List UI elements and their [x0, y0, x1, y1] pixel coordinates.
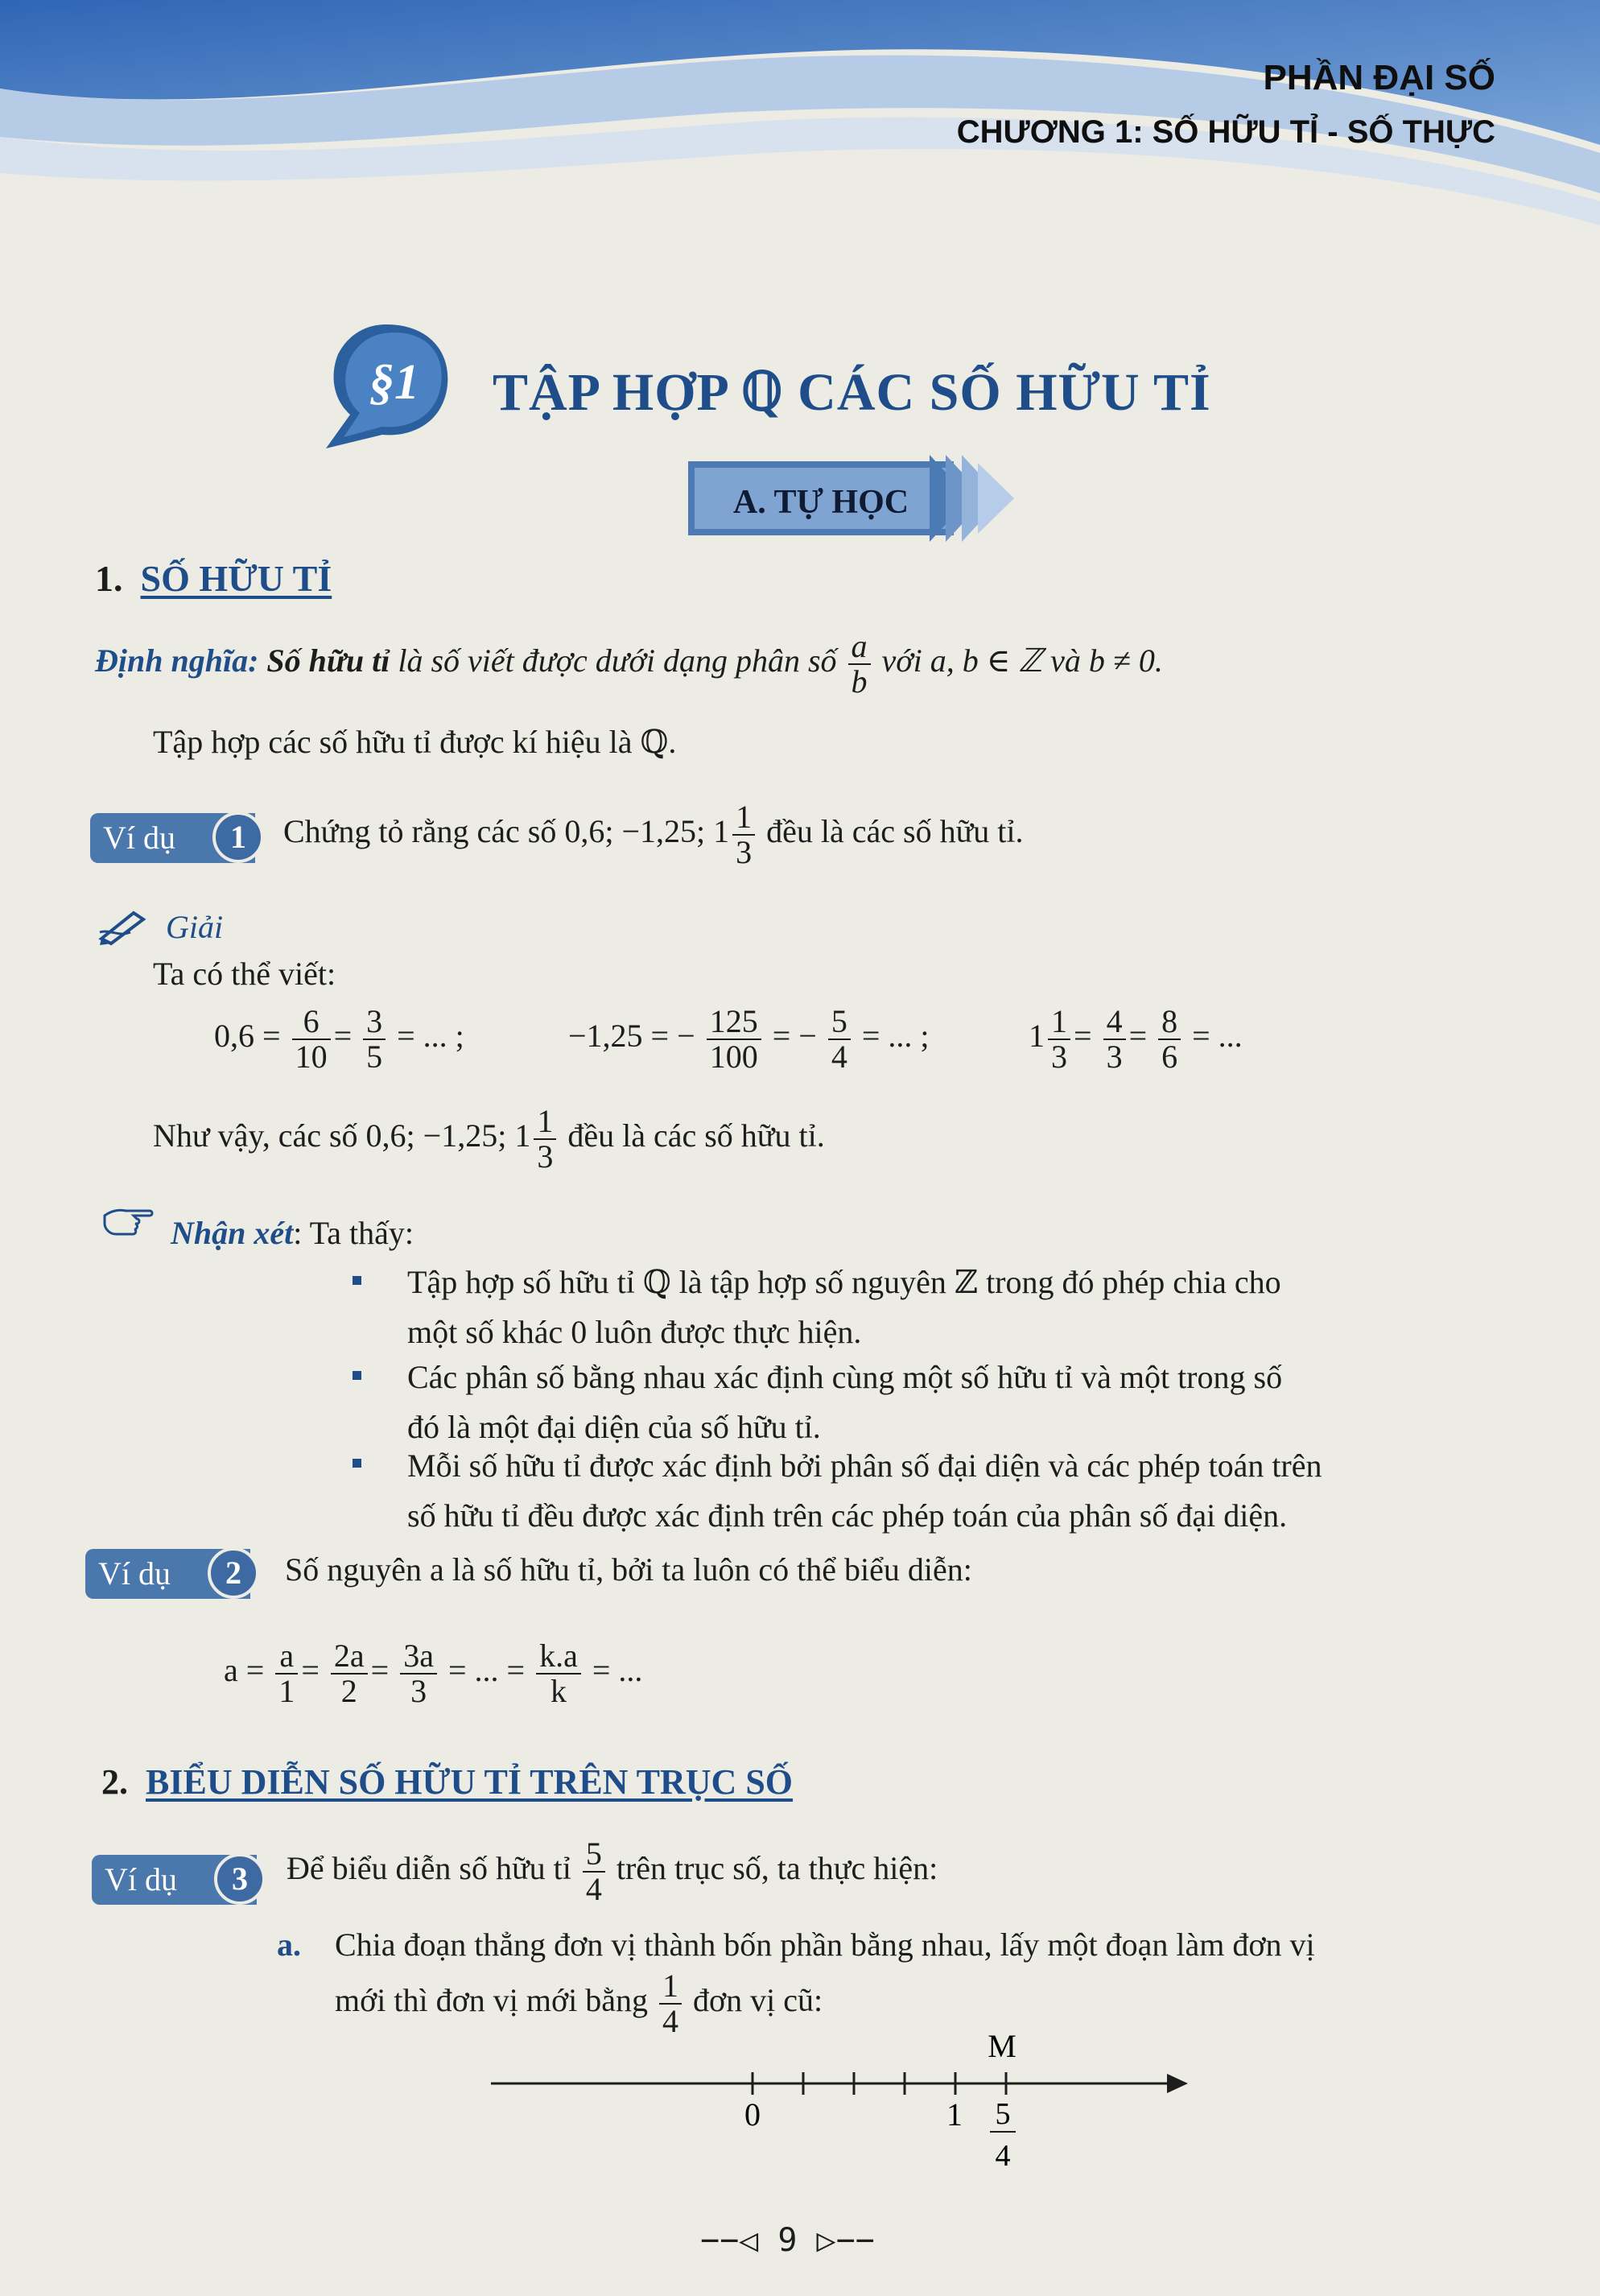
lesson-title: TẬP HỢP ℚ CÁC SỐ HỮU TỈ — [493, 363, 1211, 422]
equation-1-1-3: 1 $\frac{1}{3}$ = $\frac{4}{3}$ = $\frac{8}{6}$ = ... — [1029, 1003, 1243, 1075]
example-2-badge: Ví dụ 2 — [85, 1549, 262, 1599]
example-1-badge: Ví dụ 1 — [90, 813, 267, 863]
solution-intro: Ta có thể viết: — [153, 956, 336, 992]
bullet-icon — [353, 1276, 361, 1285]
chapter-title: CHƯƠNG 1: SỐ HỮU TỈ - SỐ THỰC — [956, 114, 1495, 150]
number-line — [483, 2021, 1191, 2182]
lesson-badge — [318, 318, 459, 451]
example-1-statement: Chứng tỏ rằng các số 0,6; −1,25; 1 $\frac{1}{3}$ đều là các số hữu tỉ. — [283, 799, 1024, 870]
remark-heading: Nhận xét: Ta thấy: — [171, 1215, 414, 1251]
pointing-hand-icon — [101, 1204, 155, 1241]
axis-label-5-4-denominator: 4 — [995, 2139, 1011, 2173]
part-title: PHẦN ĐẠI SỐ — [1263, 58, 1495, 97]
section-2-heading: 2. BIỂU DIỄN SỐ HỮU TỈ TRÊN TRỤC SỐ — [101, 1762, 794, 1802]
section-tag — [688, 455, 1018, 542]
step-a-line-2: mới thì đơn vị mới bằng $\frac{1}{4}$ đơn vị cũ: — [335, 1968, 823, 2039]
page-number: −−◁ 9 ▷−− — [700, 2222, 875, 2259]
definition: Định nghĩa: Số hữu tỉ là số viết được dưới dạng phân số $\frac{a}{b}$ với a, b ∈ ℤ và b ≠ 0. — [95, 628, 1163, 700]
bullet-icon — [353, 1371, 361, 1380]
remark-item-3: Mỗi số hữu tỉ được xác định bởi phân số đại diện và các phép toán trên số hữu tỉ đều được xác định trên các phép toán của phân số đại diện. — [407, 1447, 1322, 1534]
remark-item-1: Tập hợp số hữu tỉ ℚ là tập hợp số nguyên ℤ trong đó phép chia cho một số khác 0 luôn được thực hiện. — [407, 1264, 1281, 1350]
pencil-icon — [98, 908, 148, 951]
step-a-line-1: Chia đoạn thẳng đơn vị thành bốn phần bằng nhau, lấy một đoạn làm đơn vị — [335, 1926, 1315, 1963]
point-m-label: M — [988, 2028, 1016, 2064]
solution-label: Giải — [166, 909, 224, 945]
axis-arrow-icon — [1167, 2074, 1188, 2093]
definition-label: Định nghĩa: — [95, 642, 259, 679]
example-3-statement: Để biểu diễn số hữu tỉ $\frac{5}{4}$ trên trục số, ta thực hiện: — [287, 1836, 938, 1907]
axis-label-1: 1 — [946, 2096, 963, 2133]
lesson-badge-text: §1 — [369, 355, 419, 410]
equation-integer: a = $\frac{a}{1}$ = $\frac{2a}{2}$ = $\frac{3a}{3}$ = ... = $\frac{k.a}{k}$ = ... — [224, 1637, 643, 1709]
equation-0-6: 0,6 = $\frac{6}{10}$ = $\frac{3}{5}$ = ... ; — [214, 1003, 464, 1075]
section-tag-text: A. TỰ HỌC — [732, 484, 909, 521]
example-2-statement: Số nguyên a là số hữu tỉ, bởi ta luôn có thể biểu diễn: — [285, 1551, 972, 1588]
section-1-heading: 1. SỐ HỮU TỈ — [95, 558, 332, 599]
step-a-label: a. — [277, 1926, 301, 1963]
example-3-badge: Ví dụ 3 — [92, 1855, 269, 1905]
axis-label-0: 0 — [744, 2096, 761, 2133]
remark-label: Nhận xét — [171, 1215, 294, 1251]
definition-term: Số hữu tỉ — [266, 642, 390, 679]
set-notation: Tập hợp các số hữu tỉ được kí hiệu là ℚ. — [153, 724, 677, 760]
bullet-icon — [353, 1459, 361, 1468]
axis-label-5-4-numerator: 5 — [995, 2097, 1011, 2131]
remark-item-2: Các phân số bằng nhau xác định cùng một số hữu tỉ và một trong số đó là một đại diện của số hữu tỉ. — [407, 1359, 1283, 1445]
example-1-conclusion: Như vậy, các số 0,6; −1,25; 1 $\frac{1}{3}$ đều là các số hữu tỉ. — [153, 1103, 825, 1175]
equation-1-25: −1,25 = − $\frac{125}{100}$ = − $\frac{5}{4}$ = ... ; — [568, 1003, 930, 1075]
